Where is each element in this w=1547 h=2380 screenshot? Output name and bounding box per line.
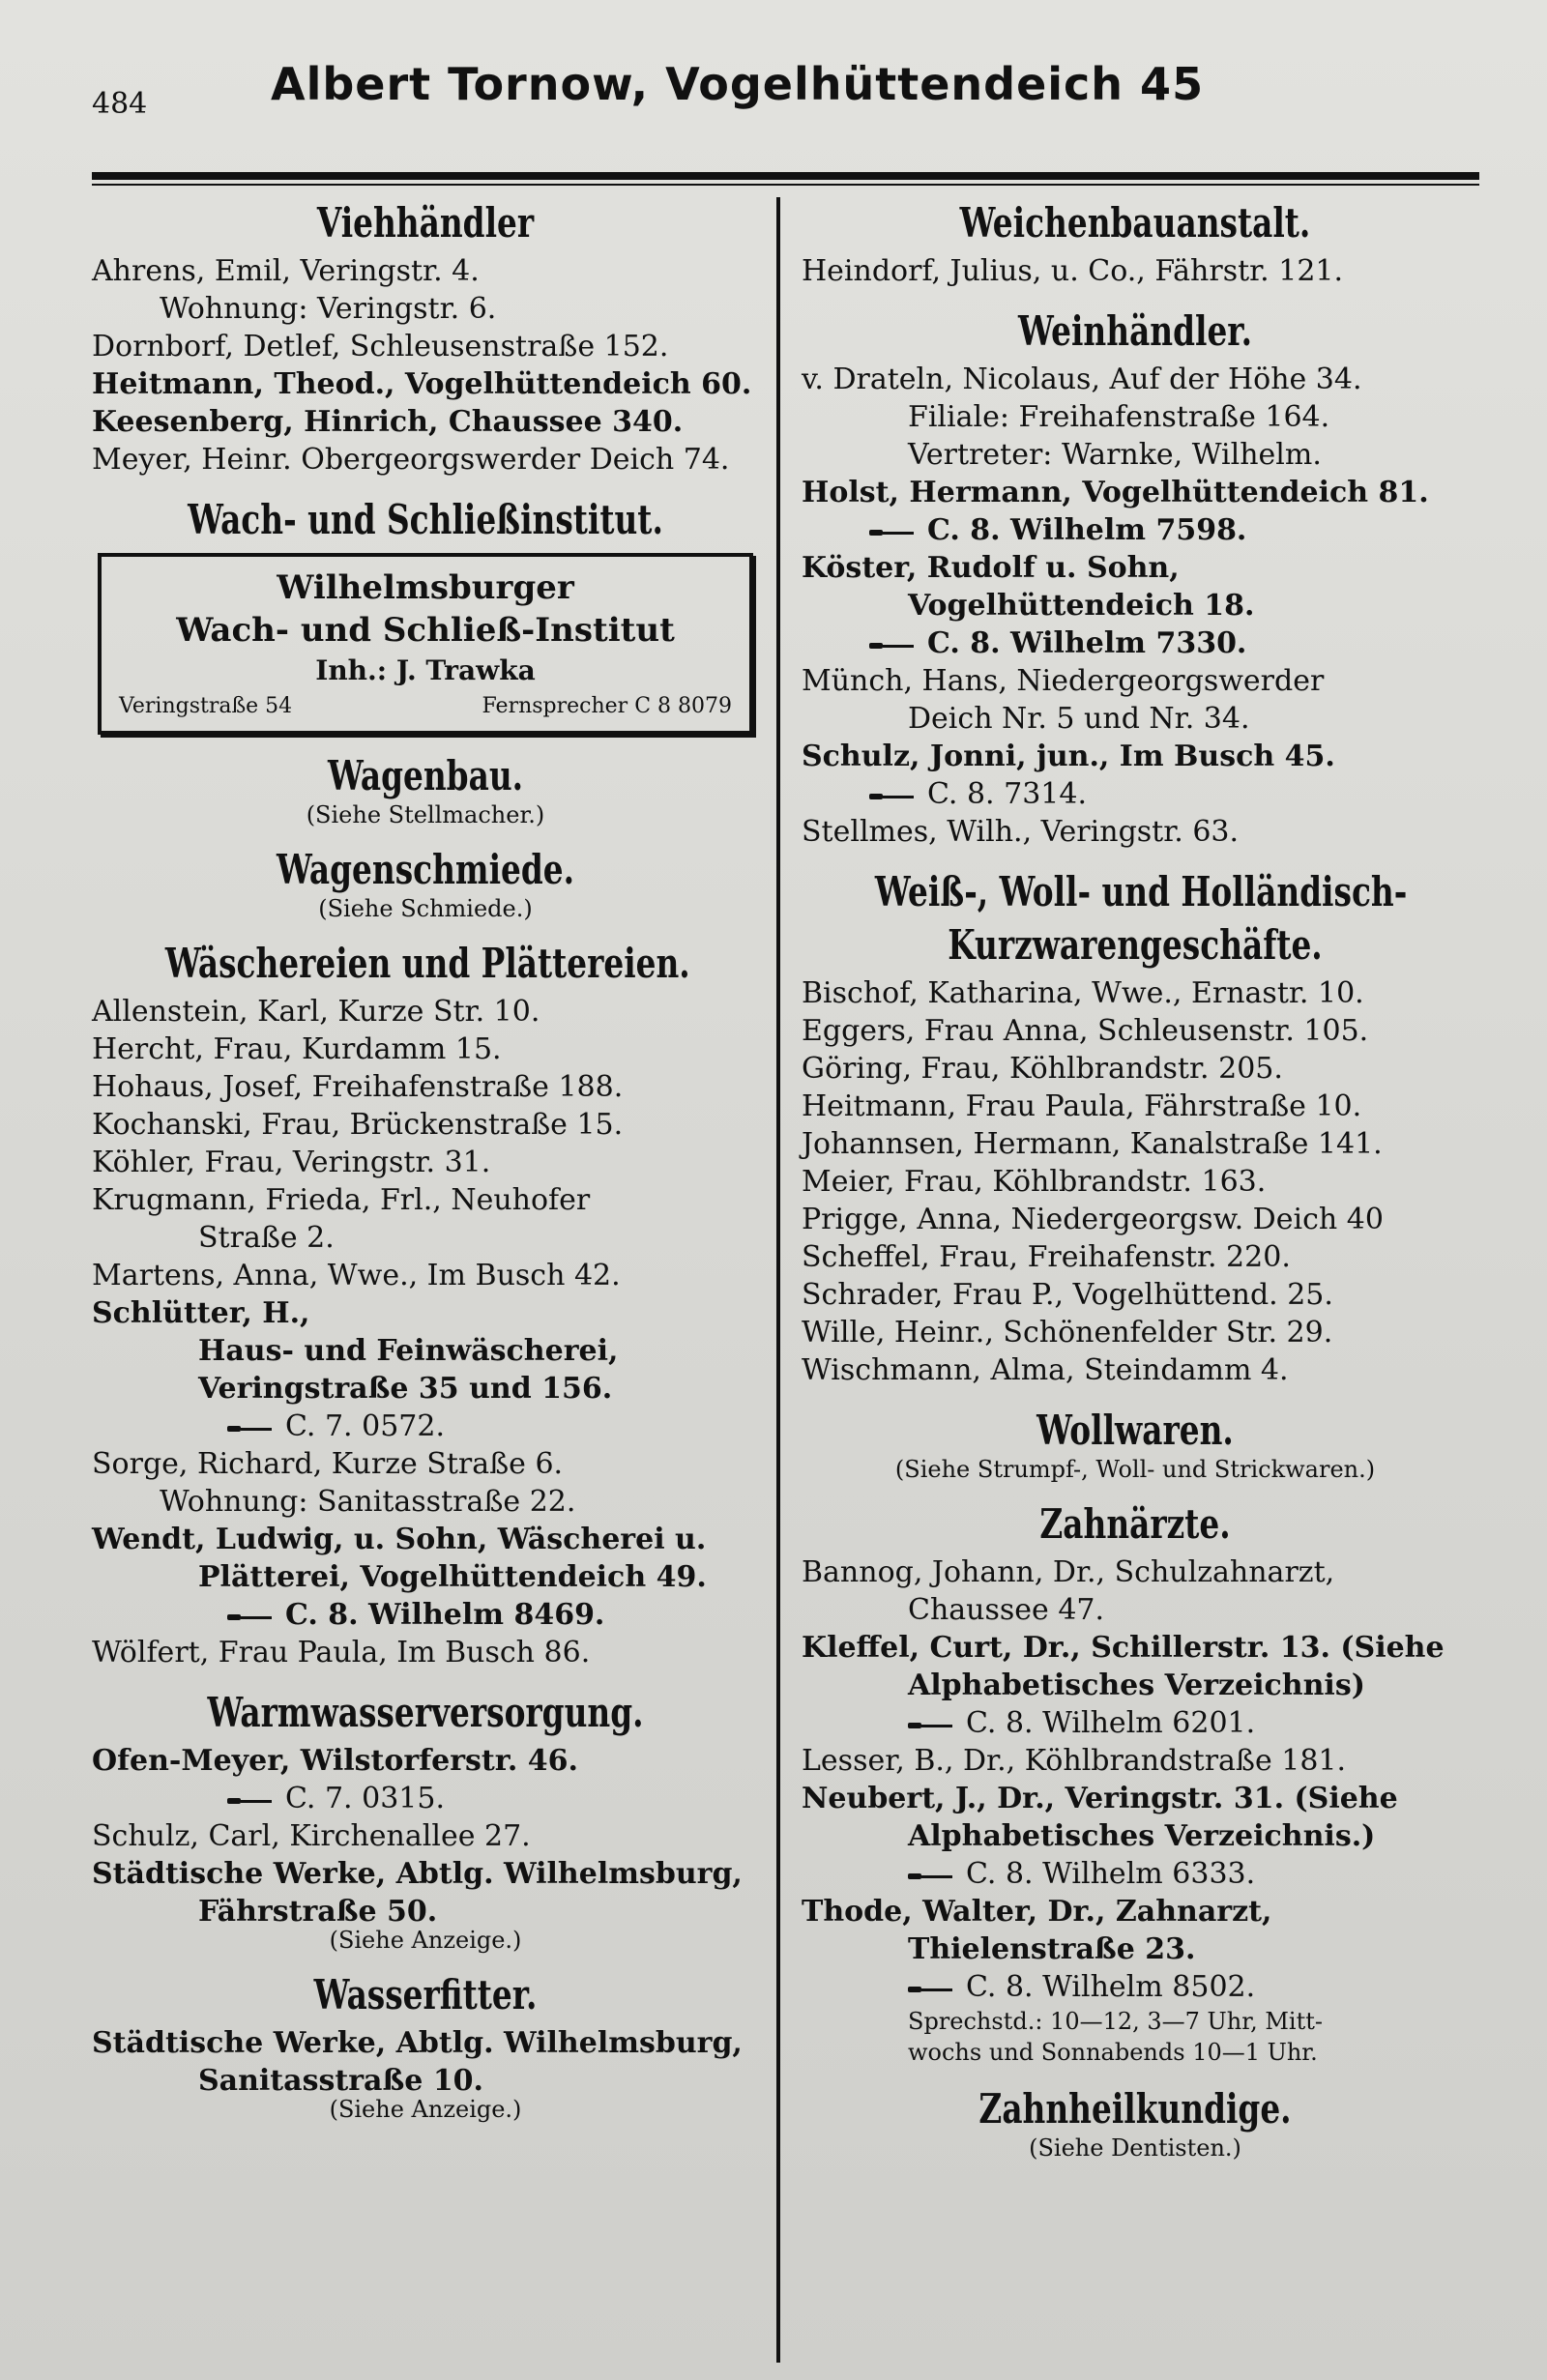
list-item: Filiale: Freihafenstraße 164. <box>908 400 1330 434</box>
list-item: Eggers, Frau Anna, Schleusenstr. 105. <box>802 1014 1369 1048</box>
category-heading: Viehhändler <box>316 199 535 247</box>
phone-number: C. 8. Wilhelm 7598. <box>927 513 1247 547</box>
list-item: Sprechstd.: 10—12, 3—7 Uhr, Mitt- <box>908 2008 1323 2035</box>
list-item: Veringstraße 35 und 156. <box>198 1372 613 1406</box>
list-item: Haus- und Feinwäscherei, <box>198 1334 619 1368</box>
telephone-icon <box>908 1984 952 1993</box>
phone-number: C. 8. 7314. <box>927 777 1087 811</box>
telephone-icon <box>869 640 914 650</box>
list-item: Ahrens, Emil, Veringstr. 4. <box>92 254 480 288</box>
category-heading: Wäschereien und Plättereien. <box>164 940 690 987</box>
list-item: Scheffel, Frau, Freihafenstr. 220. <box>802 1240 1291 1274</box>
category-heading: Weinhändler. <box>1018 307 1252 355</box>
list-item: Vogelhüttendeich 18. <box>908 589 1255 623</box>
category-heading: Zahnheilkundige. <box>978 2085 1292 2133</box>
list-item: Martens, Anna, Wwe., Im Busch 42. <box>92 1259 621 1292</box>
phone-line <box>802 775 1469 813</box>
page-number: 484 <box>92 87 148 121</box>
list-item: Chaussee 47. <box>908 1593 1105 1627</box>
list-item: Straße 2. <box>198 1221 335 1255</box>
category-heading: Wasserfitter. <box>313 1971 538 2018</box>
telephone-icon <box>227 1795 272 1805</box>
list-item: Münch, Hans, Niedergeorgswerder <box>802 664 1325 698</box>
list-item: Schrader, Frau P., Vogelhüttend. 25. <box>802 1278 1333 1312</box>
list-item: Alphabetisches Verzeichnis) <box>908 1669 1365 1702</box>
list-item: Städtische Werke, Abtlg. Wilhelmsburg, <box>92 1857 743 1891</box>
list-item: Thielenstraße 23. <box>908 1932 1196 1966</box>
list-item: Wischmann, Alma, Steindamm 4. <box>802 1353 1289 1387</box>
list-item: Vertreter: Warnke, Wilhelm. <box>908 438 1322 472</box>
list-item: Köhler, Frau, Veringstr. 31. <box>92 1146 491 1179</box>
phone-line <box>92 1408 759 1445</box>
list-item: wochs und Sonnabends 10—1 Uhr. <box>908 2039 1318 2066</box>
columns <box>92 197 1479 2363</box>
telephone-icon <box>227 1611 272 1621</box>
category-heading: Wagenbau. <box>327 752 524 799</box>
category-heading: Wach- und Schließinstitut. <box>188 496 663 543</box>
category-heading: Weiß-, Woll- und Holländisch- <box>874 868 1408 915</box>
running-title: Albert Tornow, Vogelhüttendeich 45 <box>271 58 1205 110</box>
phone-number: C. 7. 0572. <box>285 1409 445 1443</box>
category-heading: Zahnärzte. <box>1039 1500 1231 1548</box>
list-item: Hohaus, Josef, Freihafenstraße 188. <box>92 1070 624 1104</box>
phone-line <box>802 1968 1469 2006</box>
phone-line <box>802 624 1469 662</box>
ad-address: Veringstraße 54 <box>119 694 293 718</box>
list-item: Bannog, Johann, Dr., Schulzahnarzt, <box>802 1555 1335 1589</box>
list-item: Keesenberg, Hinrich, Chaussee 340. <box>92 405 684 439</box>
category-heading: Wagenschmiede. <box>276 846 575 893</box>
page-header <box>92 58 1479 121</box>
list-item: Schulz, Carl, Kirchenallee 27. <box>92 1819 531 1853</box>
list-item: Sanitasstraße 10. <box>198 2064 484 2098</box>
phone-line <box>92 1780 759 1817</box>
list-item: Johannsen, Hermann, Kanalstraße 141. <box>802 1127 1383 1161</box>
see-reference: (Siehe Schmiede.) <box>318 895 533 922</box>
list-item: Fährstraße 50. <box>198 1895 438 1929</box>
list-item: Meier, Frau, Köhlbrandstr. 163. <box>802 1165 1267 1199</box>
list-item: Heitmann, Frau Paula, Fährstraße 10. <box>802 1089 1362 1123</box>
list-item: Plätterei, Vogelhüttendeich 49. <box>198 1560 707 1594</box>
see-reference: (Siehe Anzeige.) <box>329 2096 522 2123</box>
list-item: Wohnung: Sanitasstraße 22. <box>160 1485 576 1519</box>
telephone-icon <box>227 1423 272 1433</box>
left-column <box>92 197 776 2363</box>
list-item: Städtische Werke, Abtlg. Wilhelmsburg, <box>92 2026 743 2060</box>
list-item: Wölfert, Frau Paula, Im Busch 86. <box>92 1636 591 1669</box>
telephone-icon <box>908 1871 952 1880</box>
see-reference: (Siehe Strumpf-, Woll- und Strickwaren.) <box>894 1456 1376 1483</box>
list-item: Deich Nr. 5 und Nr. 34. <box>908 702 1250 736</box>
ad-owner: Inh.: J. Trawka <box>315 654 536 686</box>
list-item: Kleffel, Curt, Dr., Schillerstr. 13. (Siehe <box>802 1631 1445 1665</box>
list-item: Allenstein, Karl, Kurze Str. 10. <box>92 995 540 1029</box>
phone-line <box>802 1855 1469 1893</box>
header-rule <box>92 172 1479 180</box>
phone-line <box>802 511 1469 549</box>
list-item: Ofen-Meyer, Wilstorferstr. 46. <box>92 1744 578 1778</box>
list-item: Neubert, J., Dr., Veringstr. 31. (Siehe <box>802 1782 1398 1815</box>
list-item: Heitmann, Theod., Vogelhüttendeich 60. <box>92 367 752 401</box>
list-item: Hercht, Frau, Kurdamm 15. <box>92 1032 502 1066</box>
telephone-icon <box>908 1720 952 1729</box>
see-reference: (Siehe Dentisten.) <box>1029 2134 1241 2162</box>
list-item: Prigge, Anna, Niedergeorgsw. Deich 40 <box>802 1203 1384 1236</box>
phone-number: C. 8. Wilhelm 8469. <box>285 1598 605 1632</box>
list-item: Göring, Frau, Köhlbrandstr. 205. <box>802 1052 1283 1086</box>
phone-number: C. 7. 0315. <box>285 1782 445 1815</box>
see-reference: (Siehe Anzeige.) <box>329 1927 522 1954</box>
category-heading: Weichenbauanstalt. <box>959 199 1311 247</box>
phone-number: C. 8. Wilhelm 8502. <box>966 1970 1256 2004</box>
list-item: Sorge, Richard, Kurze Straße 6. <box>92 1447 564 1481</box>
list-item: Schulz, Jonni, jun., Im Busch 45. <box>802 740 1335 773</box>
list-item: Wendt, Ludwig, u. Sohn, Wäscherei u. <box>92 1523 707 1556</box>
header-rule-thin <box>92 184 1479 186</box>
telephone-icon <box>869 527 914 537</box>
list-item: Dornborf, Detlef, Schleusenstraße 152. <box>92 330 669 363</box>
list-item: v. Drateln, Nicolaus, Auf der Höhe 34. <box>802 363 1362 396</box>
ad-footer <box>119 690 732 723</box>
phone-number: C. 8. Wilhelm 6333. <box>966 1857 1256 1891</box>
phone-line <box>802 1704 1469 1742</box>
advertisement-box <box>98 553 753 735</box>
phone-line <box>92 1596 759 1634</box>
category-heading: Wollwaren. <box>1036 1407 1234 1454</box>
list-item: Meyer, Heinr. Obergeorgswerder Deich 74. <box>92 443 730 477</box>
list-item: Wille, Heinr., Schönenfelder Str. 29. <box>802 1316 1333 1350</box>
telephone-icon <box>869 791 914 800</box>
list-item: Köster, Rudolf u. Sohn, <box>802 551 1180 585</box>
right-column <box>780 197 1469 2363</box>
ad-phone: Fernsprecher C 8 8079 <box>482 694 732 718</box>
list-item: Schlütter, H., <box>92 1296 310 1330</box>
list-item: Alphabetisches Verzeichnis.) <box>908 1819 1376 1853</box>
list-item: Holst, Hermann, Vogelhüttendeich 81. <box>802 476 1429 509</box>
phone-number: C. 8. Wilhelm 6201. <box>966 1706 1256 1740</box>
category-heading: Kurzwarengeschäfte. <box>948 921 1323 969</box>
list-item: Lesser, B., Dr., Köhlbrandstraße 181. <box>802 1744 1347 1778</box>
category-heading: Warmwasserversorgung. <box>207 1689 644 1736</box>
list-item: Bischof, Katharina, Wwe., Ernastr. 10. <box>802 976 1364 1010</box>
see-reference: (Siehe Stellmacher.) <box>306 801 545 828</box>
ad-line: Wilhelmsburger <box>277 568 574 607</box>
list-item: Thode, Walter, Dr., Zahnarzt, <box>802 1895 1272 1929</box>
list-item: Krugmann, Frieda, Frl., Neuhofer <box>92 1183 591 1217</box>
list-item: Heindorf, Julius, u. Co., Fährstr. 121. <box>802 254 1344 288</box>
list-item: Kochanski, Frau, Brückenstraße 15. <box>92 1108 624 1142</box>
list-item: Stellmes, Wilh., Veringstr. 63. <box>802 815 1240 849</box>
list-item: Wohnung: Veringstr. 6. <box>160 292 497 326</box>
ad-line: Wach- und Schließ-Institut <box>176 611 675 650</box>
phone-number: C. 8. Wilhelm 7330. <box>927 626 1247 660</box>
